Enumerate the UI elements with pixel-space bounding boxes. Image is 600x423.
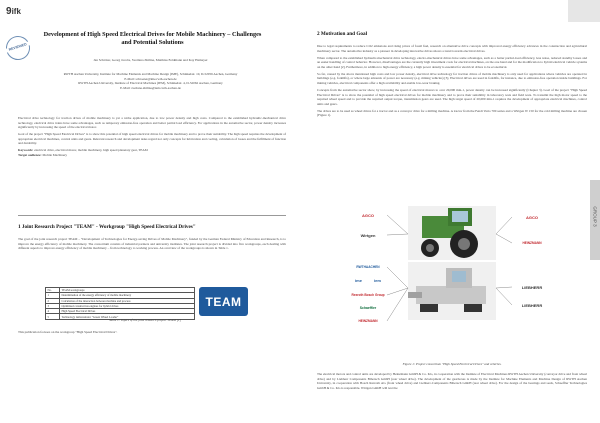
page-number: 9 [6, 6, 12, 17]
table-row: 1 Determination of the energy efficiency of mobile machinery [46, 293, 195, 298]
abstract-para-2: Goal of the project "High Speed Electrical Drives" is to show this potential of high speed electrical drives for mobile machinery and to prove their suitability. The high speed requires the development of appropriate electrical machines, control units and gears. Relevant research and development tasks regard not only concepts for lubrication and cooling, calculation of losses and the fulfilment of function and durability. [18, 132, 286, 146]
authors: Jan Schröter, Georg Jacobs, Svetlana Zhilina, Matthias Feldmann and Kay Hameyer [93, 58, 208, 62]
abstract [18, 116, 286, 158]
section-2-heading: 2 Motivation and Goal [317, 31, 368, 37]
table-row: 3 Optimized construction engines for hybrid drives [46, 303, 195, 308]
target-audience: Target audience: Mobile Machinery [18, 152, 68, 157]
section-1-heading: 1 Joint Research Project "TEAM" - Workgroup "High Speed Electrical Drives" [18, 224, 196, 230]
section-2-para-1: Due to legal requirements to reduce CO2 emissions and rising prices of fossil fuel, research on alternative drive concepts with improved energy efficiency advances in the construction and agricultural machinery sector. The automotive industry as a pioneer in developing innovative drives shows a trend towards electrical drives. [317, 44, 587, 53]
email-1: E-Mail: schroeter@ime.rwth-aachen.de [124, 76, 177, 81]
team-logo: TEAM [199, 287, 248, 316]
ifk-logo: 9ifk [6, 6, 21, 17]
figure-connector-lines [320, 204, 582, 324]
logo-heinzmann-right: HEINZMANN [512, 238, 552, 248]
logo-wirtgen: Wirtgen [350, 230, 386, 240]
table-row: 4 High Speed Electrical Drives [46, 309, 195, 314]
logo-agco-right: AGCO [512, 212, 552, 222]
workgroups-table [45, 287, 195, 320]
table-caption: Table 1: Topics of the joint research project TEAM [1] [109, 318, 181, 322]
section-divider [18, 215, 286, 216]
logo-liebherr-1: LIEBHERR [512, 282, 552, 292]
logo-heinzmann-left: HEINZMANN [350, 316, 386, 326]
table-row: 5 Technology demonstrator "Green Wheel Loader" [46, 314, 195, 319]
logo-ime: ime [350, 275, 367, 285]
keywords: Keywords: electrical drive, electrical motor, mobile machinery, high speed planetary gear, TEAM [18, 148, 148, 153]
logo-rwth: RWTHAACHEN [350, 262, 386, 272]
section-2-text [317, 44, 587, 120]
affiliation-1: RWTH Aachen University, Institute for Machine Elements and Machine Design (IME), Schinkelstr. 10, D-52056 Aachen, Germany [63, 72, 238, 76]
logo-agco-left: AGCO [350, 210, 386, 220]
logo-iem: iem [369, 275, 386, 285]
reviewed-stamp: REVIEWED [3, 33, 33, 63]
email-2: E-Mail: svetlana.zhilina@iem.rwth-aachen.de [120, 85, 181, 90]
section-2-para-5: The drives are to be used as wheel drives for a tractor and as a conveyor drive for a milling machine. A tractor from the Fendt Vario 700 series and a Wirtgen W 150 for the cold milling machine are chosen (Figure 1). [317, 108, 587, 118]
logo-schaeffler: Schaeffler [350, 303, 386, 313]
section-1-closing: This publication focuses on the workgroup "High Speed Electrical Drives". [18, 330, 118, 334]
abstract-para-1: Electrical drive technology for traction drives of mobile machinery is yet a niche application, due to low power density and high costs. Compared to the established hydraulic-mechanical drive technology, electrical drive trains have some advantages, such as temporary emission-free operation and better partial load efficiency. For applications in the automotive sector, power density increases significantly by increasing the speed of the electrical motor. [18, 116, 286, 130]
side-tab-label: GROUP 3 [592, 206, 598, 227]
section-1-para: The goal of the joint research project TEAM – "Development of Technologies for Energy-saving Drives of Mobile Machinery", funded by the German Federal Ministry of Education and Research, is to improve the energy efficiency of mobile machinery. The consortium consists of industrial partners and university institutes. The joint research project is divided into five workgroups, each dealing with different aspects to improve energy efficiency of mobile machinery – from technology to working process. An overview of the workgroups is shown in Table 1. [18, 237, 286, 251]
section-2-para-4: Concepts from the automotive sector show, by increasing the speed of electrical motors to over 20,000 min-1, power density can be increased significantly (Chapter 3). Goal of the project "High Speed Electrical Drives" is to show the potential of high speed electrical drives for mobile machinery and to prove their suitability in laboratory tests and field tests. To transmit the high motor speed to the required wheel speed and to provide the required output torque, transmission gears are used. The high target speed of 20,000 min-1 requires the development of appropriate electrical machines, control units and gears. [317, 87, 587, 106]
section-2-para-2: When compared to the established hydraulic-mechanical drive technology, electro-mechanical drives have some advantages, such as a better partial-load efficiency, less noise, reduced standby losses and an easier handling of control behavior. However, disadvantages are the currently high investment costs for electrical machines, on the one hand and for the modification to hybrid electrical vehicle systems on the other hand [2]. Furthermore, in addition to high energy efficiency, a high power density is essential for electrical drives to be economical. [317, 55, 587, 69]
page-title: Development of High Speed Electrical Drives for Mobile Machinery – Challenges and Potential Solutions [43, 31, 262, 46]
section-2-para-3: So far, caused by the above mentioned high costs and low power density, electrical drive technology for traction drives of mobile machinery is only used for applications where vehicles are operated in buildings (e.g. forklifts), or where large amounts of power are necessary (e.g. mining vehicles) [3]. Electrical drives are used in forklifts, for instance, due to emission-free operation inside buildings. For mining vehicles, electrical components offer a high availability and enable low-wear braking. [317, 71, 587, 85]
figure-caption: Figure 1: Project consortium "High Speed Electrical Drives" and vehicles. [402, 362, 502, 366]
logo-rexroth: Rexroth Bosch Group [350, 290, 386, 300]
table-header-cell: No. [46, 288, 60, 293]
logo-liebherr-2: LIEBHERR [512, 300, 552, 310]
table-row: 2 Calculation of the interaction between machine and process [46, 298, 195, 303]
section-2-para-6: The electrical motors and control units are developed by Heinzmann GmbH & Co. KG, in cooperation with the Institute of Electrical Machines RWTH Aachen University (conveyor drive and front wheel drive) and by Liebherr Components Biberach GmbH (rear wheel drive). The development of the gearboxes is made by the Institute for Machine Elements and Machine Design of RWTH Aachen University, in cooperation with Bosch Rexroth AG (front wheel drive) and Liebherr-Components Biberach GmbH (rear wheel drive). For the design of the bearings and seals, Schaeffler Technologies GmbH & Co. KG is responsible. Wirtgen GmbH will test the [317, 372, 587, 390]
table-header-cell: TEAM-workgroups [60, 288, 195, 293]
affiliations [18, 72, 283, 90]
top-right-corner-badge [568, 0, 600, 22]
affiliation-2: RWTH Aachen University, Institute of Electrical Machines (IEM), Schinkelstr. 4, D-52062 Aachen, Germany [78, 81, 223, 86]
side-tab [590, 180, 600, 260]
